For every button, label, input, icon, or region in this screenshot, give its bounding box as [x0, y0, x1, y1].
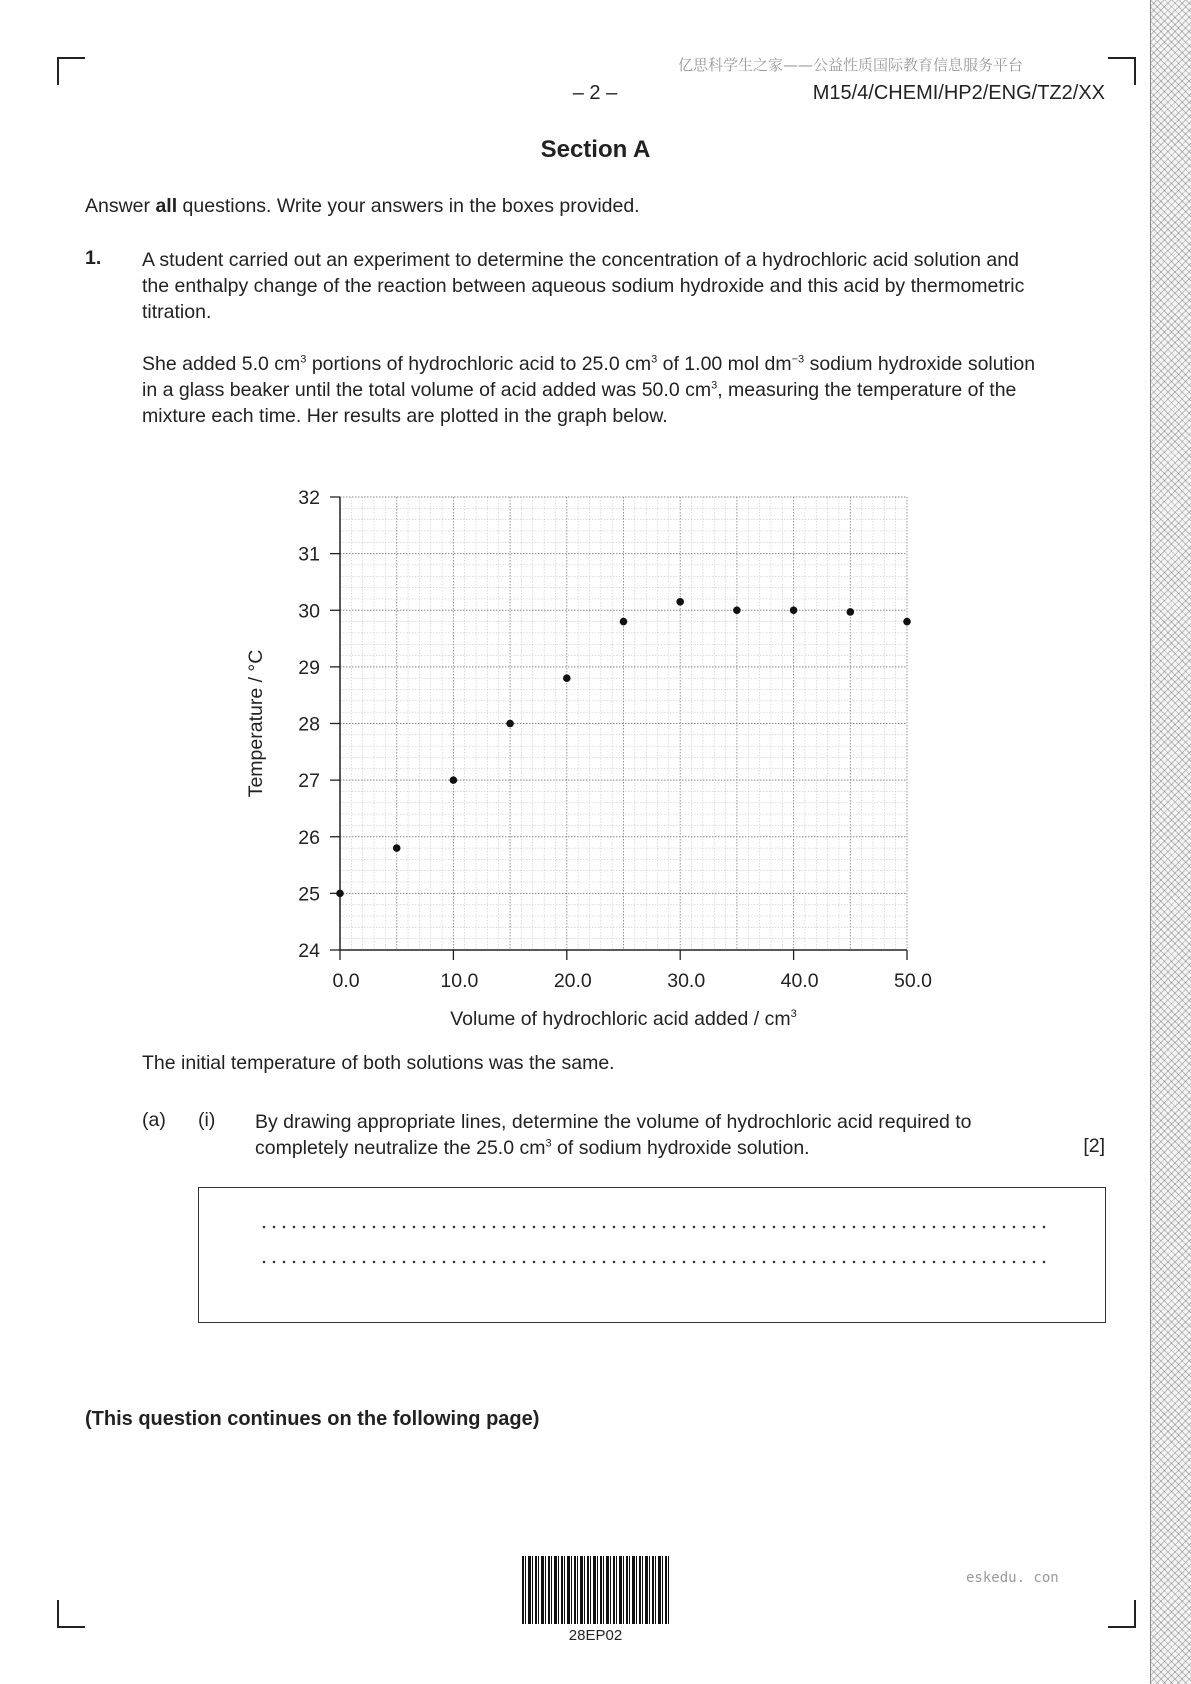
- question-number: 1.: [85, 247, 102, 269]
- initial-temperature-note: The initial temperature of both solutions was the same.: [142, 1052, 615, 1074]
- part-i-label: (i): [198, 1109, 216, 1131]
- y-axis-label: Temperature / °C: [245, 649, 267, 798]
- y-tick-label: 30: [298, 600, 320, 623]
- y-tick-label: 26: [298, 826, 320, 849]
- y-tick-label: 29: [298, 656, 320, 679]
- x-tick-label: 10.0: [440, 970, 479, 992]
- y-tick-label: 24: [298, 940, 320, 962]
- barcode: [522, 1556, 669, 1624]
- answer-line-1[interactable]: [259, 1225, 1049, 1229]
- answer-line-2[interactable]: [259, 1260, 1049, 1264]
- page-edge-strip: [1150, 0, 1191, 1684]
- barcode-label: 28EP02: [568, 1627, 623, 1644]
- question-method: She added 5.0 $cm^3$ portions of hydrochloric acid to 25.0 $cm^3$ of 1.00 mol $dm^{-3}$ sodium hydroxide solution in a glass beaker until the total volume of acid added was 50.0 $cm^3$, measuring the temperature of the mixture each time. Her results are plotted in the graph below.: [142, 353, 1036, 427]
- y-tick-label: 25: [298, 883, 320, 906]
- crop-mark-bottom-left: [57, 1600, 85, 1628]
- crop-mark-top-left: [57, 57, 85, 85]
- section-title: Section A: [540, 136, 651, 163]
- y-tick-label: 31: [298, 543, 320, 566]
- marks-allocation: [2]: [1083, 1135, 1105, 1157]
- data-point: [847, 608, 855, 616]
- data-point: [450, 776, 458, 784]
- paper-code: M15/4/CHEMI/HP2/ENG/TZ2/XX: [812, 82, 1105, 104]
- chart-grid: [340, 497, 907, 950]
- chart-ticks: [298, 487, 932, 992]
- continues-note: (This question continues on the following page): [85, 1408, 540, 1430]
- data-point: [336, 890, 344, 898]
- crop-mark-top-right: [1108, 57, 1136, 85]
- part-a-i-text: By drawing appropriate lines, determine the volume of hydrochloric acid required to completely neutralize the 25.0 $cm^3$ of sodium hydroxide solution.: [255, 1111, 972, 1159]
- part-a-label: (a): [142, 1109, 166, 1131]
- x-tick-label: 20.0: [553, 970, 592, 992]
- section-instruction: Answer all questions. Write your answers in the boxes provided.: [85, 195, 640, 217]
- data-point: [676, 598, 684, 606]
- page-number: – 2 –: [572, 82, 618, 104]
- data-point: [733, 606, 741, 614]
- question-intro: A student carried out an experiment to determine the concentration of a hydrochloric acid solution and the enthalpy change of the reaction between aqueous sodium hydroxide and this acid by thermometric titration.: [142, 249, 1025, 323]
- titration-chart: [230, 475, 950, 1035]
- x-tick-label: 0.0: [332, 970, 360, 992]
- x-axis-label: Volume of hydrochloric acid added / $cm^3$: [450, 1008, 797, 1030]
- data-point: [563, 674, 571, 682]
- crop-mark-bottom-right: [1108, 1600, 1136, 1628]
- watermark-bottom: eskedu. con: [966, 1570, 1059, 1586]
- x-tick-label: 40.0: [780, 970, 819, 992]
- data-point: [903, 618, 911, 626]
- watermark-top: 亿思科学生之家——公益性质国际教育信息服务平台: [678, 56, 1024, 74]
- data-point: [393, 844, 401, 852]
- answer-box[interactable]: [198, 1187, 1106, 1323]
- x-tick-label: 30.0: [667, 970, 706, 992]
- data-point: [790, 606, 798, 614]
- y-tick-label: 27: [298, 770, 320, 793]
- data-point: [506, 720, 514, 728]
- x-tick-label: 50.0: [894, 970, 932, 992]
- y-tick-label: 32: [298, 487, 320, 509]
- y-tick-label: 28: [298, 713, 320, 736]
- data-point: [620, 618, 628, 626]
